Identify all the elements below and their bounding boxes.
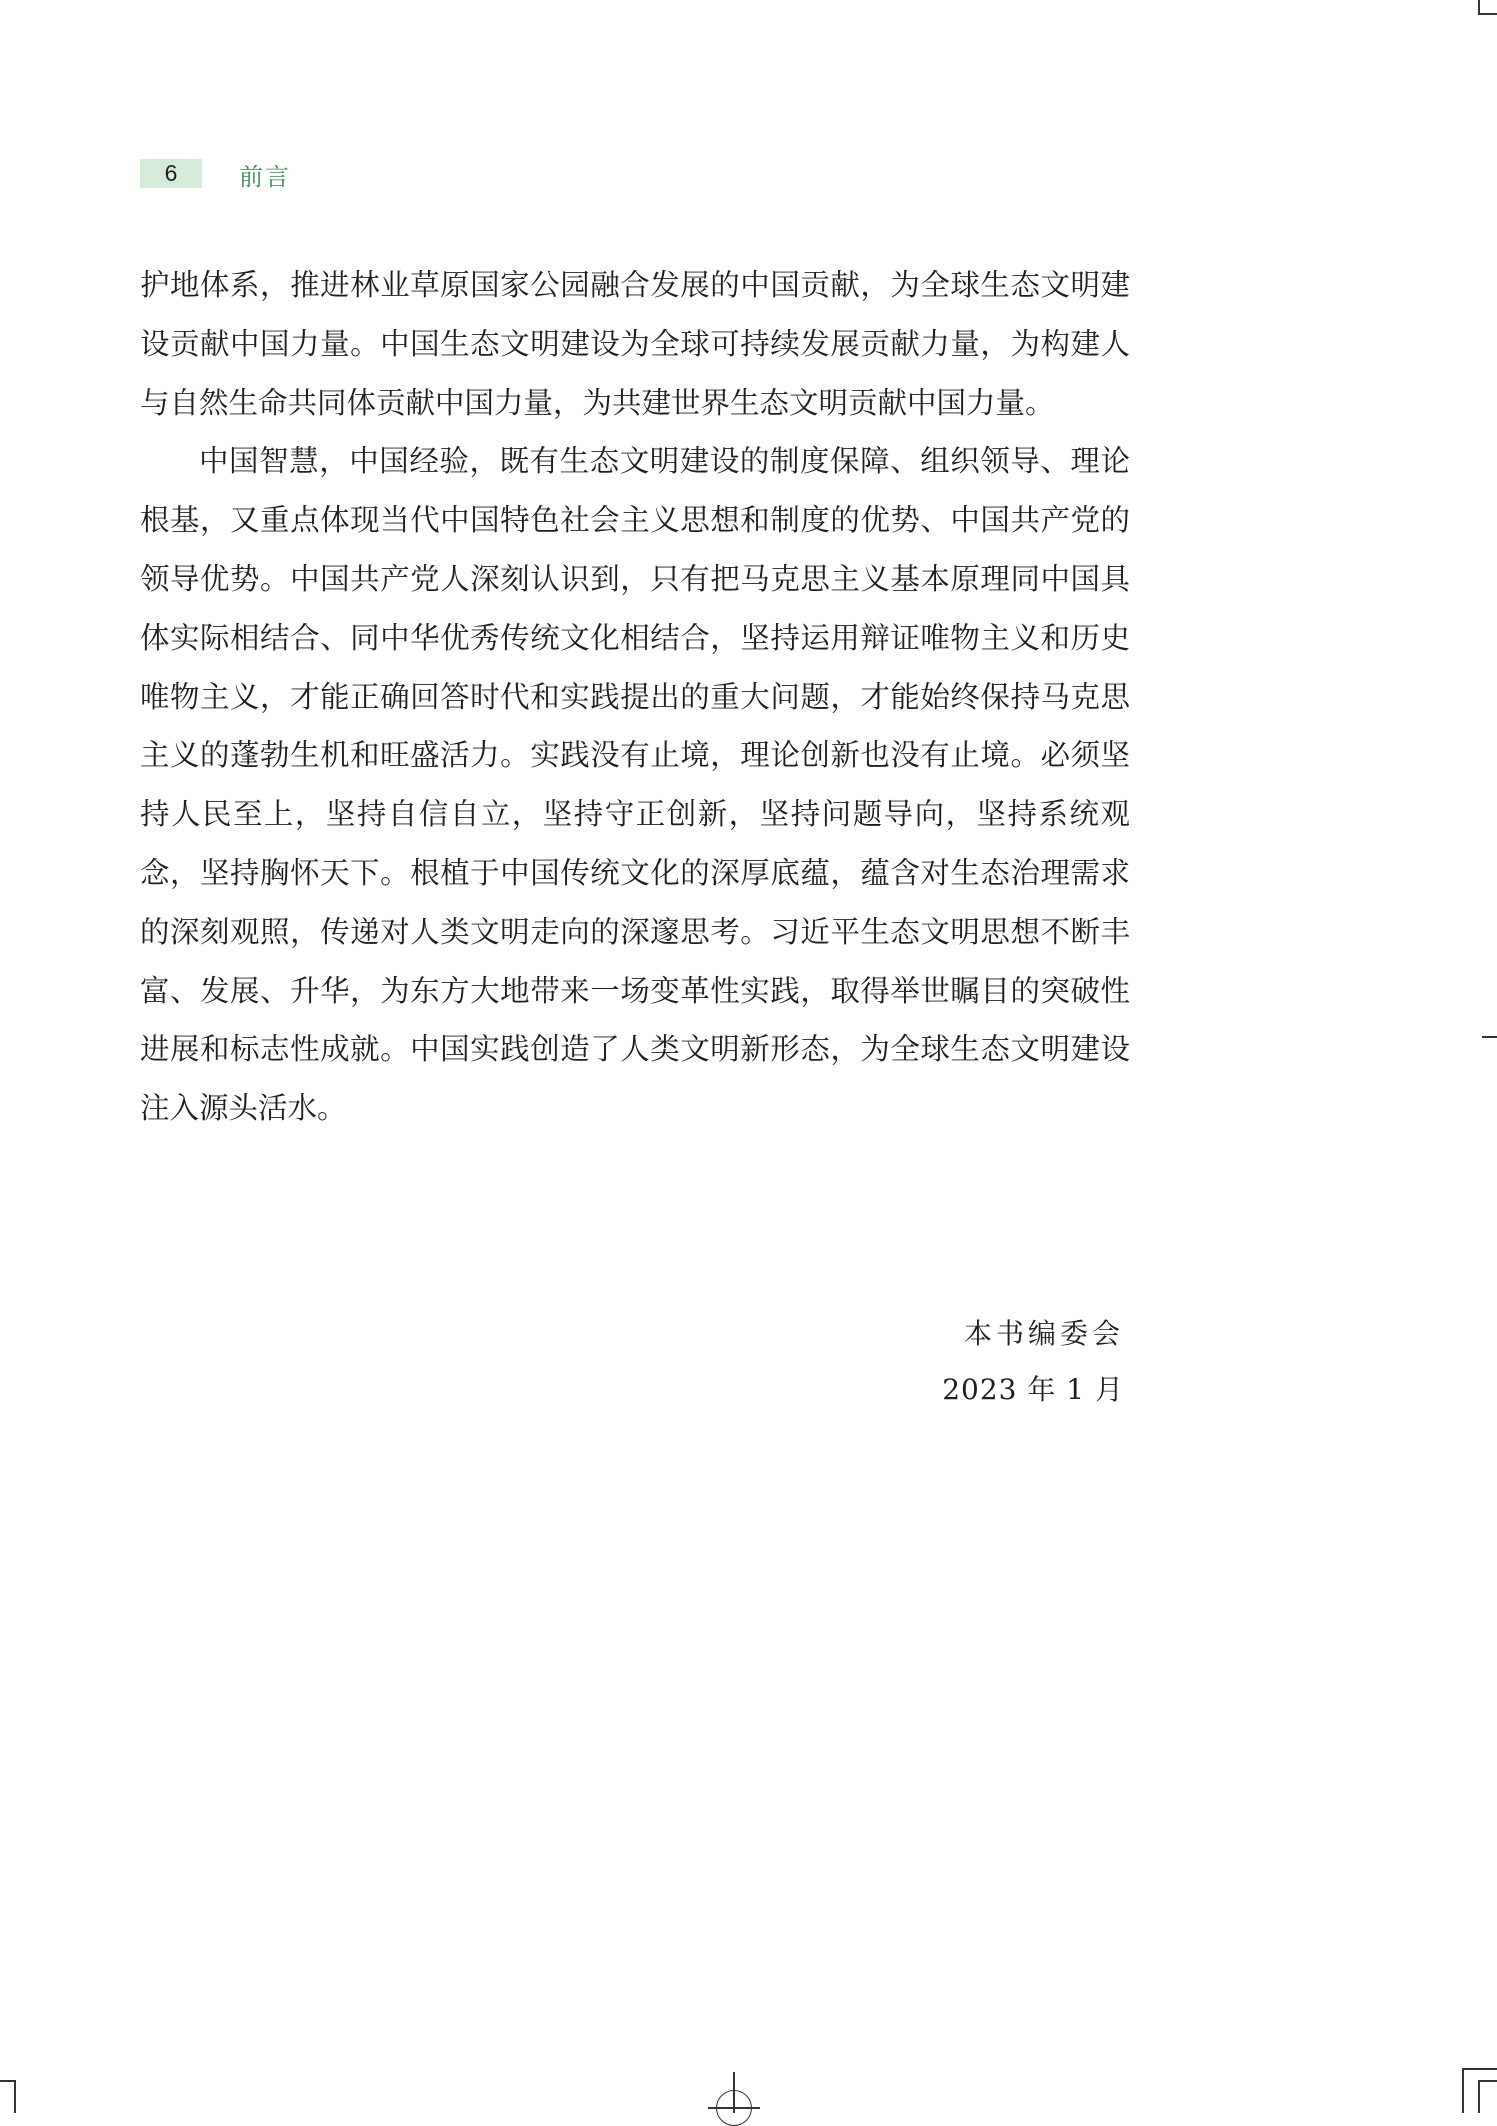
paragraph-main: 中国智慧，中国经验，既有生态文明建设的制度保障、组织领导、理论根基，又重点体现当代中国特色社会主义思想和制度的优势、中国共产党的领导优势。中国共产党人深刻认识到，只有把马克思主义基本原理同中国具体实际相结合、同中华优秀传统文化相结合，坚持运用辩证唯物主义和历史唯物主义，才能正确回答时代和实践提出的重大问题，才能始终保持马克思主义的蓬勃生机和旺盛活力。实践没有止境，理论创新也没有止境。必须坚持人民至上，坚持自信自立，坚持守正创新，坚持问题导向，坚持系统观念，坚持胸怀天下。根植于中国传统文化的深厚底蕴，蕴含对生态治理需求的深刻观照，传递对人类文明走向的深邃思考。习近平生态文明思想不断丰富、发展、升华，为东方大地带来一场变革性实践，取得举世瞩目的突破性进展和标志性成就。中国实践创造了人类文明新形态，为全球生态文明建设注入源头活水。 bbox=[140, 444, 1130, 1126]
paragraph-continued: 护地体系，推进林业草原国家公园融合发展的中国贡献，为全球生态文明建设贡献中国力量。中国生态文明建设为全球可持续发展贡献力量，为构建人与自然生命共同体贡献中国力量，为共建世界生态文明贡献中国力量。 bbox=[140, 268, 1130, 420]
page-number: 6 bbox=[140, 159, 202, 188]
running-head-title: 前言 bbox=[239, 163, 291, 191]
crop-mark-right-middle bbox=[1482, 1036, 1497, 1038]
crop-mark-top-right-horizontal bbox=[1478, 13, 1497, 15]
crop-mark-bottom-right-horizontal-inner bbox=[1478, 2080, 1497, 2082]
registration-mark-horizontal bbox=[708, 2107, 760, 2109]
signoff-date: 2023 年 1 月 bbox=[942, 1373, 1124, 1406]
crop-mark-bottom-right-horizontal-outer bbox=[1462, 2068, 1497, 2070]
signoff bbox=[942, 1306, 1124, 1418]
crop-mark-bottom-right-vertical-inner bbox=[1478, 2080, 1480, 2113]
crop-mark-bottom-right-vertical-outer bbox=[1462, 2068, 1464, 2113]
crop-mark-top-right-vertical bbox=[1478, 0, 1480, 14]
signoff-author: 本书编委会 bbox=[963, 1317, 1124, 1350]
crop-mark-bottom-left-horizontal bbox=[0, 2080, 15, 2082]
crop-mark-bottom-left-vertical bbox=[14, 2080, 16, 2113]
body-text bbox=[140, 256, 1130, 1138]
